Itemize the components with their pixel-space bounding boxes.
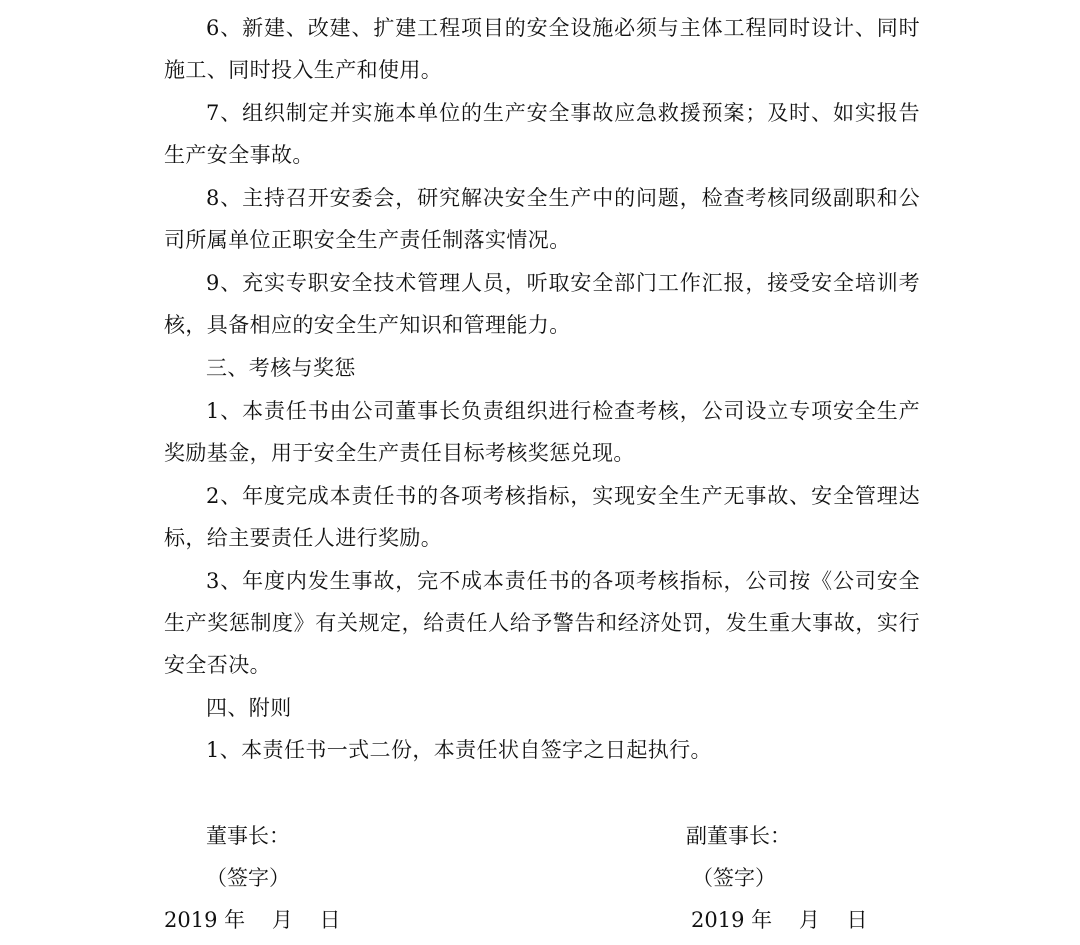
paragraph-item-7: 7、组织制定并实施本单位的生产安全事故应急救援预案；及时、如实报告生产安全事故。 (164, 101, 920, 167)
paragraph-item-8: 8、主持召开安委会，研究解决安全生产中的问题，检查考核同级副职和公司所属单位正职安全生产责任制落实情况。 (164, 186, 920, 252)
assessment-item-3: 3、年度内发生事故，完不成本责任书的各项考核指标，公司按《公司安全生产奖惩制度》有关规定，给责任人给予警告和经济处罚，发生重大事故，实行安全否决。 (164, 569, 920, 677)
signature-sign-chairman: （签字） (206, 866, 290, 890)
appendix-item-1: 1、本责任书一式二份，本责任状自签字之日起执行。 (206, 738, 712, 762)
paragraph-item-9: 9、充实专职安全技术管理人员，听取安全部门工作汇报，接受安全培训考核，具备相应的安全生产知识和管理能力。 (164, 271, 920, 337)
signature-title-chairman: 董事长： (206, 824, 290, 848)
signature-date-chairman: 2019 年 月 日 (164, 908, 341, 932)
section-heading-assessment: 三、考核与奖惩 (206, 356, 356, 380)
paragraph-item-6: 6、新建、改建、扩建工程项目的安全设施必须与主体工程同时设计、同时施工、同时投入生产和使用。 (164, 16, 920, 82)
section-heading-appendix: 四、附则 (206, 696, 292, 720)
signature-sign-vice-chairman: （签字） (692, 866, 776, 890)
signature-date-vice-chairman: 2019 年 月 日 (691, 908, 868, 932)
assessment-item-2: 2、年度完成本责任书的各项考核指标，实现安全生产无事故、安全管理达标，给主要责任人进行奖励。 (164, 484, 920, 550)
signature-title-vice-chairman: 副董事长： (686, 824, 791, 848)
assessment-item-1: 1、本责任书由公司董事长负责组织进行检查考核，公司设立专项安全生产奖励基金，用于安全生产责任目标考核奖惩兑现。 (164, 399, 920, 465)
